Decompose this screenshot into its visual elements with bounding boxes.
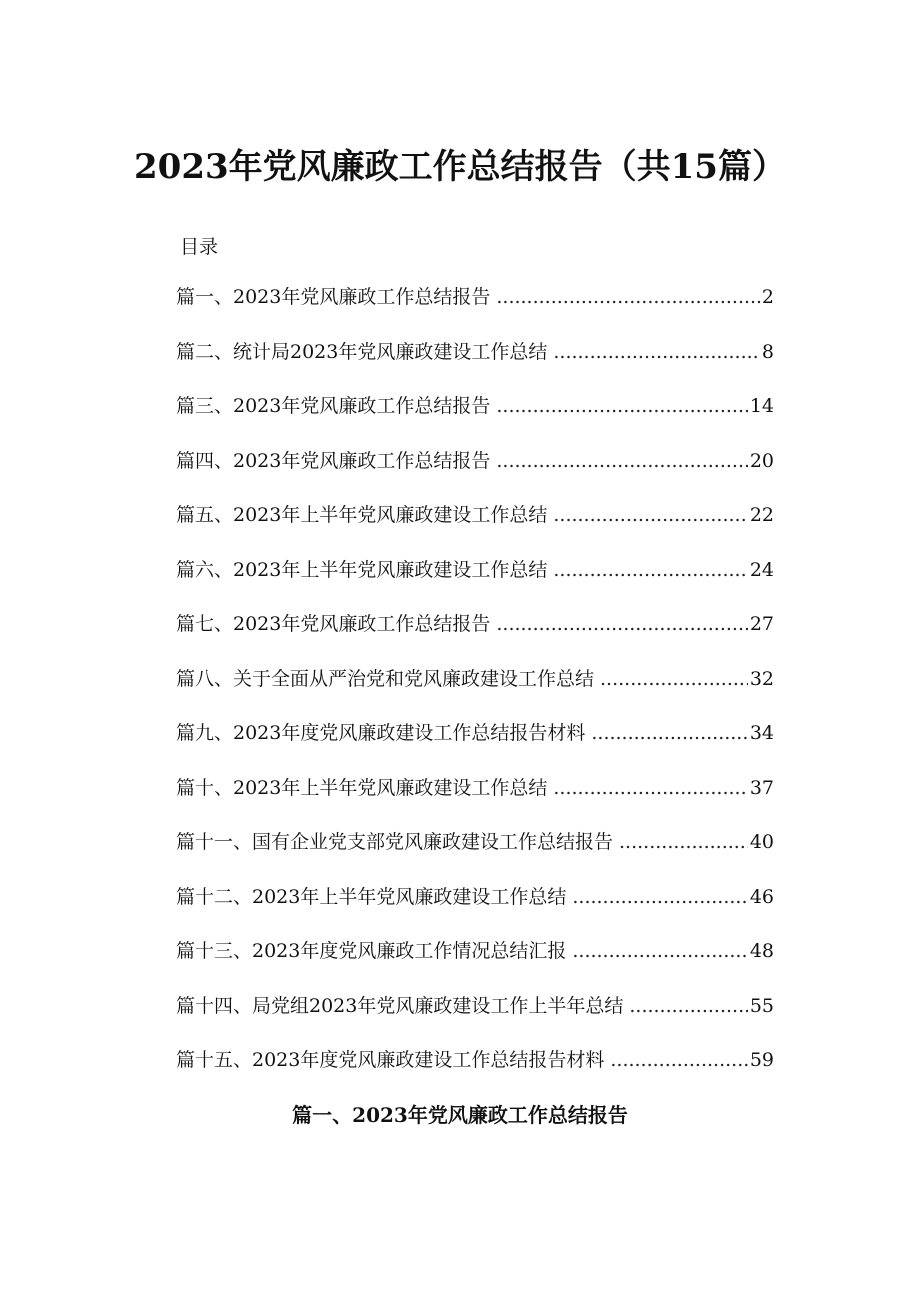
toc-heading: 目录 [180, 236, 219, 258]
toc-leader-dots [600, 666, 748, 692]
toc-item-label: 篇三、2023年党风廉政工作总结报告 [176, 395, 491, 417]
toc-item-label: 篇一、2023年党风廉政工作总结报告 [176, 286, 491, 308]
toc-item-page: 2 [761, 286, 774, 308]
toc-item-label: 篇七、2023年党风廉政工作总结报告 [176, 613, 491, 635]
table-of-contents [176, 284, 774, 1102]
toc-item-page: 59 [749, 1049, 774, 1071]
toc-item-page: 32 [749, 667, 774, 690]
section-heading: 篇一、2023年党风廉政工作总结报告 [292, 1103, 628, 1127]
toc-leader-dots [496, 393, 747, 419]
toc-item-label: 篇十四、局党组2023年党风廉政建设工作上半年总结 [176, 994, 624, 1017]
toc-item-page: 34 [749, 722, 774, 744]
toc-leader-dots [553, 775, 747, 801]
toc-leader-dots [572, 938, 747, 964]
toc-leader-dots [572, 884, 747, 910]
toc-item-label: 篇二、统计局2023年党风廉政建设工作总结 [176, 340, 548, 363]
toc-item-7[interactable] [176, 611, 774, 666]
toc-item-9[interactable] [176, 720, 774, 775]
document-title: 2023年党风廉政工作总结报告（共15篇） [134, 147, 786, 187]
toc-item-15[interactable] [176, 1047, 774, 1102]
toc-item-label: 篇九、2023年度党风廉政建设工作总结报告材料 [176, 722, 586, 744]
toc-item-2[interactable] [176, 339, 774, 394]
toc-leader-dots [553, 339, 760, 365]
toc-item-12[interactable] [176, 884, 774, 939]
toc-item-label: 篇五、2023年上半年党风廉政建设工作总结 [176, 504, 548, 526]
toc-item-label: 篇十二、2023年上半年党风廉政建设工作总结 [176, 885, 567, 908]
toc-item-14[interactable] [176, 993, 774, 1048]
toc-item-label: 篇十一、国有企业党支部党风廉政建设工作总结报告 [176, 831, 614, 853]
toc-leader-dots [496, 448, 747, 474]
toc-item-label: 篇四、2023年党风廉政工作总结报告 [176, 449, 491, 472]
toc-item-page: 22 [749, 504, 774, 526]
toc-leader-dots [619, 829, 748, 855]
toc-item-label: 篇十、2023年上半年党风廉政建设工作总结 [176, 776, 548, 799]
toc-item-page: 37 [749, 776, 774, 799]
toc-item-4[interactable] [176, 448, 774, 503]
toc-item-label: 篇十三、2023年度党风廉政工作情况总结汇报 [176, 940, 567, 962]
toc-item-label: 篇八、关于全面从严治党和党风廉政建设工作总结 [176, 667, 595, 690]
toc-leader-dots [553, 557, 747, 583]
toc-leader-dots [610, 1047, 747, 1073]
toc-leader-dots [553, 502, 747, 528]
toc-item-label: 篇六、2023年上半年党风廉政建设工作总结 [176, 558, 548, 581]
toc-item-10[interactable] [176, 775, 774, 830]
toc-item-page: 14 [749, 395, 774, 417]
toc-leader-dots [629, 993, 747, 1019]
toc-item-3[interactable] [176, 393, 774, 448]
toc-item-11[interactable] [176, 829, 774, 884]
toc-item-page: 27 [749, 613, 774, 635]
toc-leader-dots [496, 611, 747, 637]
toc-item-5[interactable] [176, 502, 774, 557]
toc-leader-dots [496, 284, 760, 310]
toc-item-page: 40 [749, 831, 774, 853]
toc-item-6[interactable] [176, 557, 774, 612]
toc-item-page: 55 [749, 994, 774, 1017]
toc-item-1[interactable] [176, 284, 774, 339]
toc-item-label: 篇十五、2023年度党风廉政建设工作总结报告材料 [176, 1049, 605, 1071]
toc-item-page: 24 [749, 558, 774, 581]
toc-item-page: 48 [749, 940, 774, 962]
toc-item-13[interactable] [176, 938, 774, 993]
toc-item-page: 8 [761, 340, 774, 363]
toc-item-8[interactable] [176, 666, 774, 721]
toc-leader-dots [591, 720, 747, 746]
toc-item-page: 20 [749, 449, 774, 472]
toc-item-page: 46 [749, 885, 774, 908]
